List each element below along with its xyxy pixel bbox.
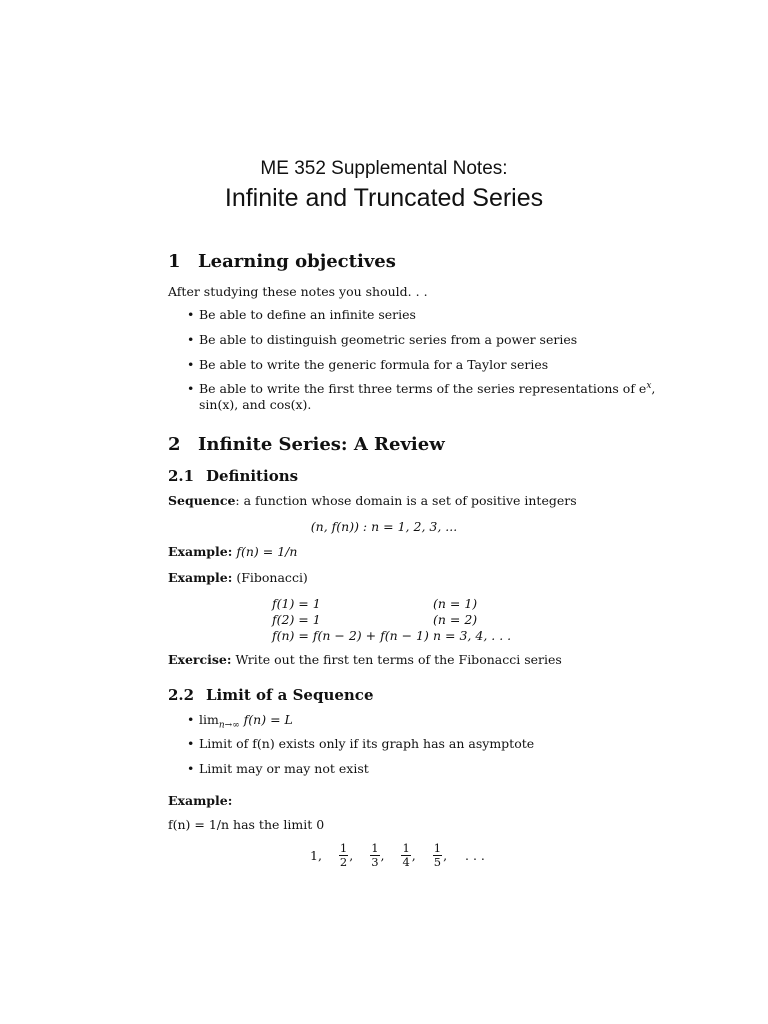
example-2 [168, 570, 308, 585]
fib-lhs-1: f(1) = 1 [272, 596, 321, 611]
term: Sequence [168, 493, 236, 508]
subsection-number: 2.2 [168, 686, 195, 704]
example-text: f(n) = 1/n [236, 544, 298, 559]
exercise-text: Write out the first ten terms of the Fibonacci series [235, 652, 562, 667]
seq-ellipsis: . . . [465, 848, 485, 863]
objective-text: Be able to write the first three terms of the series representations of e [199, 381, 647, 397]
limit-item: Limit of f(n) exists only if its graph has an asymptote [199, 736, 535, 751]
bullet-icon: • [187, 307, 195, 322]
example-label: Example: [168, 570, 233, 585]
definition: : a function whose domain is a set of positive integers [235, 493, 577, 508]
seq-fraction: $\frac{1}{2}$ [339, 841, 348, 869]
seq-fraction: $\frac{1}{4}$ [402, 841, 410, 869]
bullet-icon: • [187, 736, 195, 751]
fib-lhs-2: f(2) = 1 [272, 612, 321, 627]
section-1-intro: After studying these notes you should. . . [168, 284, 428, 299]
bullet-icon: • [187, 332, 195, 347]
subsection-2-2-heading [168, 686, 373, 704]
fib-rhs-2: (n = 2) [433, 612, 478, 627]
sequence-display: 1, $\frac{1}{2}$ , $\frac{1}{3}$ , $\frac{1}{4}$ , $\frac{1}{5}$ , . . . [310, 841, 485, 869]
objective-text-tail: , [651, 381, 656, 397]
document-subtitle: ME 352 Supplemental Notes: [260, 158, 508, 179]
lim-subscript: n→∞ [218, 720, 240, 731]
section-2-heading [168, 434, 445, 455]
example-3-label [168, 793, 232, 808]
lim-expression: f(n) = L [239, 712, 293, 727]
limit-item [199, 712, 293, 731]
subsection-title: Limit of a Sequence [206, 686, 374, 704]
section-1-heading [168, 251, 396, 272]
objective-item: Be able to write the generic formula for a Taylor series [199, 357, 549, 372]
example-1 [168, 544, 297, 559]
fib-rhs-1: (n = 1) [433, 596, 478, 611]
bullet-icon: • [187, 381, 195, 396]
section-title: Infinite Series: A Review [198, 434, 445, 455]
example-label: Example: [168, 544, 233, 559]
seq-fraction: $\frac{1}{3}$ [371, 841, 379, 869]
seq-fraction: $\frac{1}{5}$ [433, 841, 442, 869]
section-number: 1 [168, 251, 181, 272]
example-text: (Fibonacci) [236, 570, 308, 585]
section-number: 2 [168, 434, 181, 455]
sequence-definition [168, 493, 577, 508]
objective-item: Be able to distinguish geometric series from a power series [199, 332, 578, 347]
exercise-label: Exercise: [168, 652, 232, 667]
objective-item-continued: sin(x), and cos(x). [199, 397, 312, 412]
subsection-2-1-heading [168, 467, 298, 485]
exercise [168, 652, 562, 667]
example-label: Example: [168, 793, 233, 808]
objective-item [199, 381, 655, 396]
example-3-text: f(n) = 1/n has the limit 0 [168, 817, 325, 832]
limit-item: Limit may or may not exist [199, 761, 369, 776]
subsection-title: Definitions [206, 467, 299, 485]
document-title: Infinite and Truncated Series [224, 184, 544, 212]
seq-term: 1, [310, 848, 322, 863]
sequence-formula: (n, f(n)) : n = 1, 2, 3, ... [310, 519, 458, 534]
bullet-icon: • [187, 761, 195, 776]
bullet-icon: • [187, 357, 195, 372]
exponent: x [646, 381, 652, 391]
subsection-number: 2.1 [168, 467, 195, 485]
lim-text: lim [199, 712, 219, 727]
fib-rhs-3: n = 3, 4, . . . [433, 628, 512, 643]
section-title: Learning objectives [198, 251, 396, 272]
objective-item: Be able to define an infinite series [199, 307, 416, 322]
bullet-icon: • [187, 712, 195, 727]
fib-lhs-3: f(n) = f(n − 2) + f(n − 1) [272, 628, 429, 643]
